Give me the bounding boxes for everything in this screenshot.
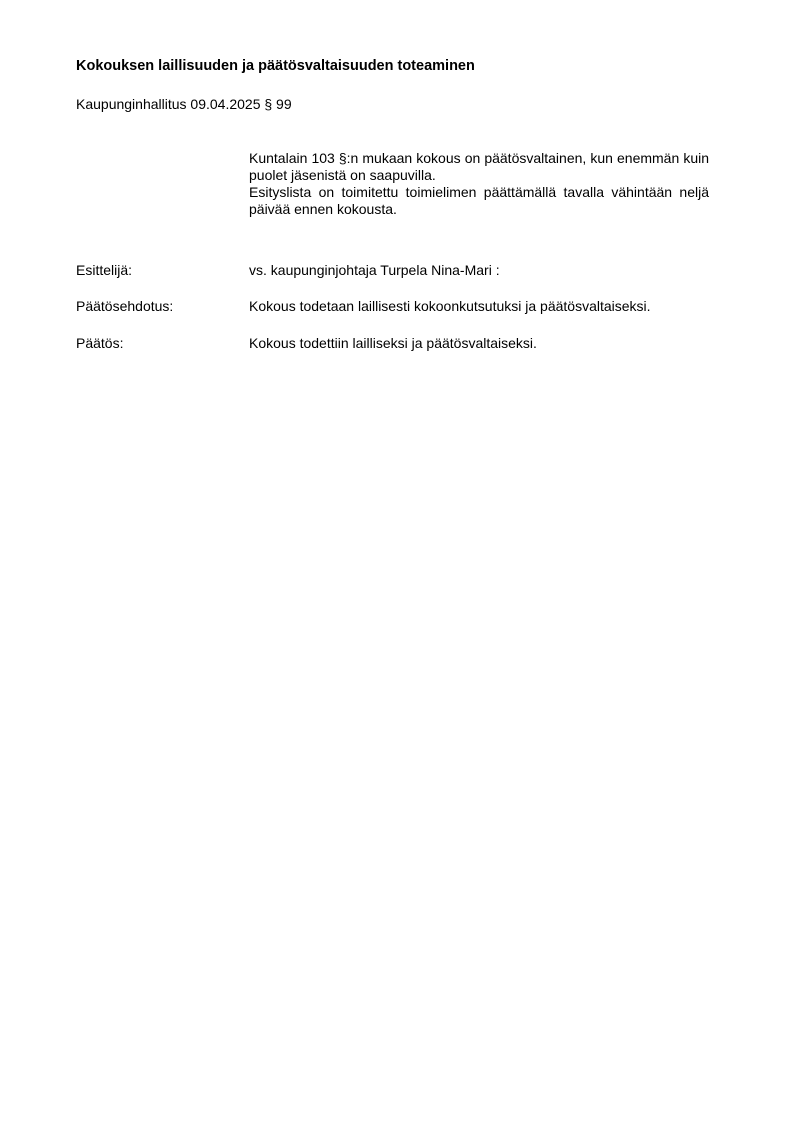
- proposal-label: Päätösehdotus:: [76, 298, 174, 314]
- presenter-label: Esittelijä:: [76, 262, 133, 278]
- intro-text: [249, 150, 709, 218]
- presenter-value: vs. kaupunginjohtaja Turpela Nina-Mari :: [249, 262, 500, 278]
- decision-label: Päätös:: [76, 335, 124, 351]
- document-title: Kokouksen laillisuuden ja päätösvaltaisuuden toteaminen: [76, 58, 475, 74]
- decision-value: Kokous todettiin lailliseksi ja päätösvaltaiseksi.: [249, 335, 537, 351]
- intro-paragraph-agenda: Esityslista on toimitettu toimielimen päättämällä tavalla vähintään neljä päivää ennen kokousta.: [249, 184, 709, 217]
- meeting-reference: Kaupunginhallitus 09.04.2025 § 99: [76, 96, 292, 112]
- intro-paragraph-quorum: Kuntalain 103 §:n mukaan kokous on päätösvaltainen, kun enemmän kuin puolet jäsenistä on saapuvilla.: [249, 150, 709, 183]
- proposal-value: Kokous todetaan laillisesti kokoonkutsutuksi ja päätösvaltaiseksi.: [249, 298, 651, 314]
